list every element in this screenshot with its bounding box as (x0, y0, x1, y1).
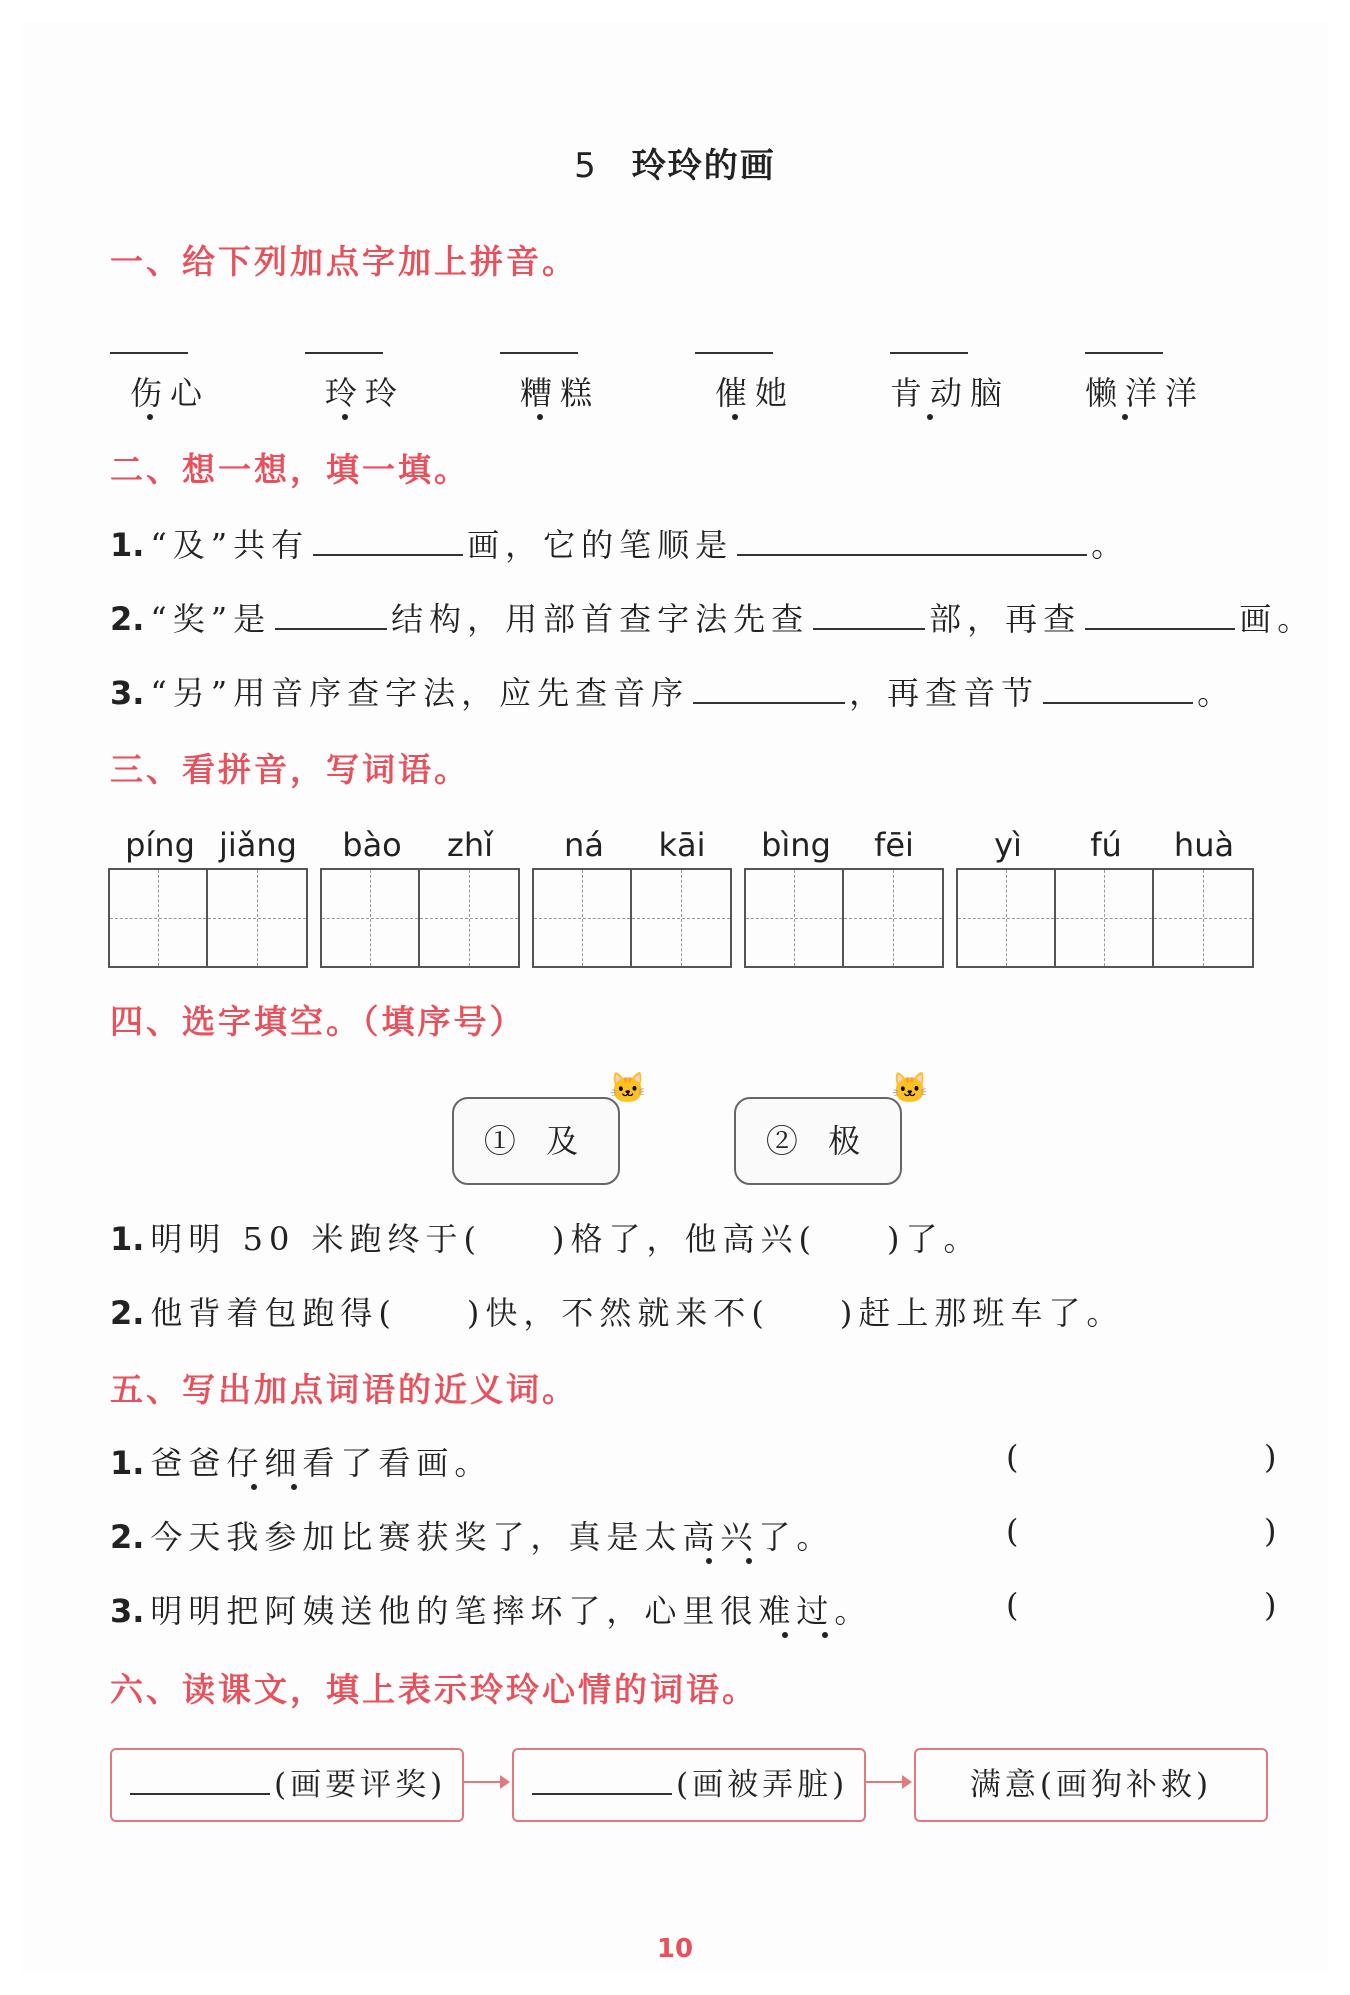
word-2: 玲玲 (324, 374, 405, 412)
synonym-question-2: 2. 今天我参加比赛获奖了，真是太高兴了。 (110, 1518, 835, 1556)
emphasis-dot (927, 414, 933, 420)
writing-cell[interactable] (420, 870, 518, 966)
writing-cell[interactable] (208, 870, 306, 966)
synonym-question-3: 3. 明明把阿姨送他的笔摔坏了，心里很难过。 (110, 1592, 873, 1630)
answer-field-3[interactable] (1030, 1584, 1250, 1628)
emphasis-dot (147, 414, 153, 420)
pinyin-yi: yì (994, 826, 1022, 864)
writing-grid-4 (744, 868, 944, 968)
writing-cell[interactable] (746, 870, 844, 966)
choice-2-label: ② 极 (765, 1122, 871, 1160)
answer-line-5[interactable] (890, 352, 968, 354)
fill-question-3: 3. “另”用音序查字法，应先查音序 ，再查音节 。 (110, 674, 1236, 712)
choice-1-label: ① 及 (483, 1122, 589, 1160)
arrow-icon (464, 1781, 508, 1783)
emphasis-dot (732, 414, 738, 420)
answer-field-2[interactable] (1030, 1510, 1250, 1554)
mood-box-1: (画要评奖) (110, 1748, 464, 1822)
word-6: 懒洋洋 (1084, 374, 1205, 412)
answer-line-6[interactable] (1085, 352, 1163, 354)
writing-cell[interactable] (1056, 870, 1154, 966)
pinyin-fei: fēi (874, 826, 914, 864)
answer-blank[interactable] (693, 672, 845, 704)
writing-grid-2 (320, 868, 520, 968)
emphasis-dot (1122, 414, 1128, 420)
section-2-heading: 二、想一想，填一填。 (110, 450, 470, 489)
answer-line-3[interactable] (500, 352, 578, 354)
pinyin-bao: bào (342, 826, 402, 864)
pinyin-bing: bìng (761, 826, 831, 864)
section-6-heading: 六、读课文，填上表示玲玲心情的词语。 (110, 1670, 758, 1709)
section-4-heading: 四、选字填空。（填序号） (110, 1002, 526, 1041)
word-5: 肯动脑 (889, 374, 1010, 412)
pinyin-jiang: jiǎng (219, 826, 297, 864)
answer-line-1[interactable] (110, 352, 188, 354)
writing-cell[interactable] (534, 870, 632, 966)
choice-card-2 (734, 1071, 929, 1185)
answer-line-4[interactable] (695, 352, 773, 354)
answer-blank[interactable] (1043, 672, 1193, 704)
writing-cell[interactable] (958, 870, 1056, 966)
answer-blank[interactable] (737, 524, 1087, 556)
choice-card-1 (452, 1071, 647, 1185)
pinyin-kai: kāi (658, 826, 706, 864)
choose-question-2: 2. 他背着包跑得( )快，不然就来不( )赶上那班车了。 (110, 1294, 1125, 1332)
answer-blank[interactable] (275, 598, 387, 630)
writing-cell[interactable] (844, 870, 942, 966)
emphasis-dot (291, 1484, 297, 1490)
page-title (0, 138, 1350, 187)
arrow-icon (866, 1781, 910, 1783)
answer-blank[interactable] (130, 1763, 270, 1795)
pinyin-na: ná (564, 826, 604, 864)
writing-cell[interactable] (110, 870, 208, 966)
mood-box-2: (画被弄脏) (512, 1748, 866, 1822)
writing-cell[interactable] (322, 870, 420, 966)
lesson-number: 5 (574, 146, 598, 186)
answer-paren-close: ) (1264, 1512, 1277, 1550)
emphasis-dot (342, 414, 348, 420)
section-5-heading: 五、写出加点词语的近义词。 (110, 1370, 578, 1409)
pinyin-fu: fú (1090, 826, 1122, 864)
fill-question-1: 1. “及”共有 画，它的笔顺是 。 (110, 526, 1130, 564)
section-3-heading: 三、看拼音，写词语。 (110, 750, 470, 789)
pinyin-ping: píng (125, 826, 195, 864)
word-1: 伤心 (129, 374, 210, 412)
synonym-question-1: 1. 爸爸仔细看了看画。 (110, 1444, 493, 1482)
answer-paren-open: ( (1006, 1438, 1019, 1476)
word-3: 糟糕 (519, 374, 600, 412)
answer-paren-open: ( (1006, 1586, 1019, 1624)
emphasis-dot (746, 1558, 752, 1564)
emphasis-dot (822, 1632, 828, 1638)
fill-question-2: 2. “奖”是 结构，用部首查字法先查 部，再查 画。 (110, 600, 1316, 638)
writing-grid-3 (532, 868, 732, 968)
answer-blank[interactable] (1085, 598, 1235, 630)
answer-field-1[interactable] (1030, 1436, 1250, 1480)
pinyin-zhi: zhǐ (447, 826, 493, 864)
section-1-heading: 一、给下列加点字加上拼音。 (110, 242, 578, 281)
emphasis-dot (537, 414, 543, 420)
mood-box-3: 满意(画狗补救) (914, 1748, 1268, 1822)
cat-icon: 🐱 (891, 1071, 929, 1106)
answer-paren-open: ( (1006, 1512, 1019, 1550)
answer-line-2[interactable] (305, 352, 383, 354)
word-4: 催她 (714, 374, 795, 412)
answer-paren-close: ) (1264, 1438, 1277, 1476)
pinyin-hua: huà (1173, 826, 1235, 864)
choose-question-1: 1. 明明 50 米跑终于( )格了，他高兴( )了。 (110, 1220, 982, 1258)
emphasis-dot (251, 1484, 257, 1490)
lesson-title: 玲玲的画 (631, 146, 776, 186)
writing-grid-1 (108, 868, 308, 968)
answer-blank[interactable] (813, 598, 925, 630)
cat-icon: 🐱 (609, 1071, 647, 1106)
answer-blank[interactable] (532, 1763, 672, 1795)
writing-cell[interactable] (1154, 870, 1252, 966)
emphasis-dot (782, 1632, 788, 1638)
page-number: 10 (656, 1934, 694, 1964)
emphasis-dot (706, 1558, 712, 1564)
answer-blank[interactable] (313, 524, 463, 556)
writing-cell[interactable] (632, 870, 730, 966)
answer-paren-close: ) (1264, 1586, 1277, 1624)
writing-grid-5 (956, 868, 1254, 968)
